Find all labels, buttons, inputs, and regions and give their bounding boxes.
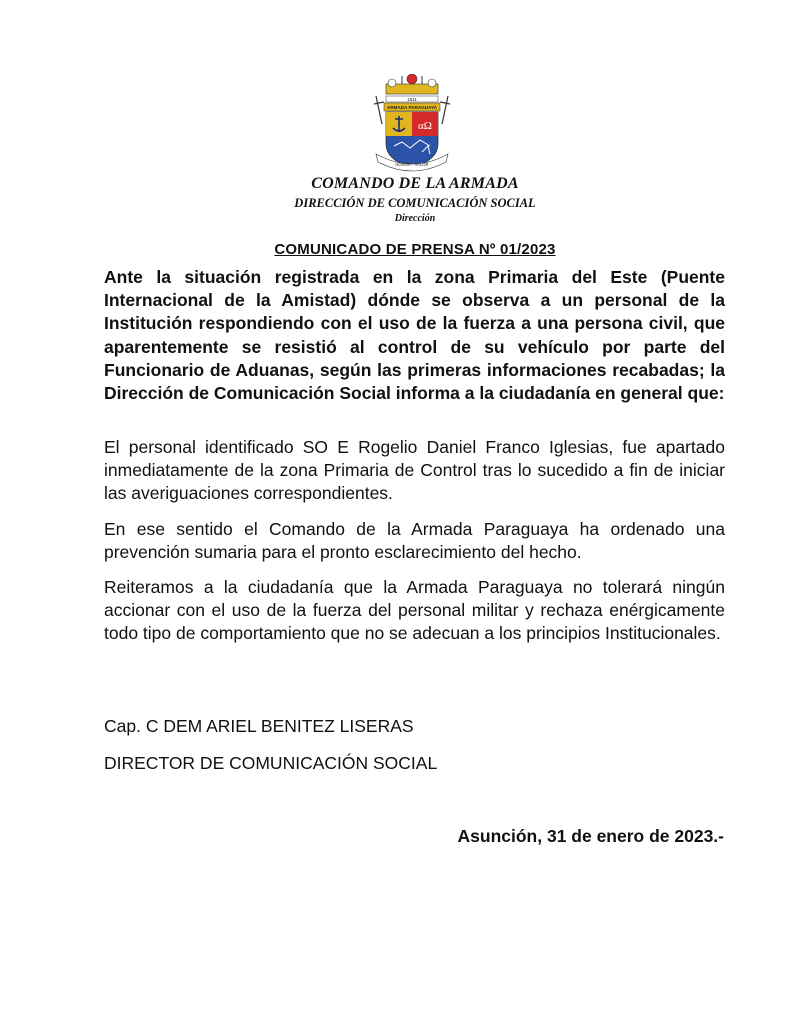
body-paragraph-3: Reiteramos a la ciudadanía que la Armada Paraguaya no tolerará ningún accionar con el uso de la fuerza del personal militar y rechaza enérgicamente todo tipo de comportamiento que no se adecuan a los principios Institucionales. (104, 577, 725, 644)
navy-coat-of-arms-icon (372, 74, 452, 172)
press-release-title: COMUNICADO DE PRENSA Nº 01/2023 (274, 241, 556, 258)
body-paragraph-1: El personal identificado SO E Rogelio Daniel Franco Iglesias, fue apartado inmediatamente de la zona Primaria de Control tras lo sucedido a fin de iniciar las averiguaciones correspondientes. (104, 437, 725, 504)
svg-text:1811: 1811 (407, 97, 417, 102)
department-title: DIRECCIÓN DE COMUNICACIÓN SOCIAL (294, 196, 536, 210)
place-and-date: Asunción, 31 de enero de 2023.- (457, 826, 724, 846)
svg-text:HONOR · VALOR: HONOR · VALOR (395, 162, 429, 167)
institution-title: COMANDO DE LA ARMADA (311, 175, 519, 192)
office-title: Dirección (394, 213, 436, 224)
signatory-name: Cap. C DEM ARIEL BENITEZ LISERAS (104, 716, 414, 736)
body-paragraph-2: En ese sentido el Comando de la Armada Paraguaya ha ordenado una prevención sumaria para el pronto esclarecimiento del hecho. (104, 519, 725, 563)
svg-text:αΩ: αΩ (418, 120, 432, 132)
lead-paragraph: Ante la situación registrada en la zona Primaria del Este (Puente Internacional de la Amistad) dónde se observa a un personal de la Institución respondiendo con el uso de la fuerza a una persona civil, que aparentemente se resistió al control de su vehículo por parte del Funcionario de Aduanas, según las primeras informaciones recabadas; la Dirección de Comunicación Social informa a la ciudadanía en general que: (104, 267, 725, 404)
svg-text:ARMADA PARAGUAYA: ARMADA PARAGUAYA (387, 105, 437, 110)
signatory-role: DIRECTOR DE COMUNICACIÓN SOCIAL (104, 753, 438, 773)
